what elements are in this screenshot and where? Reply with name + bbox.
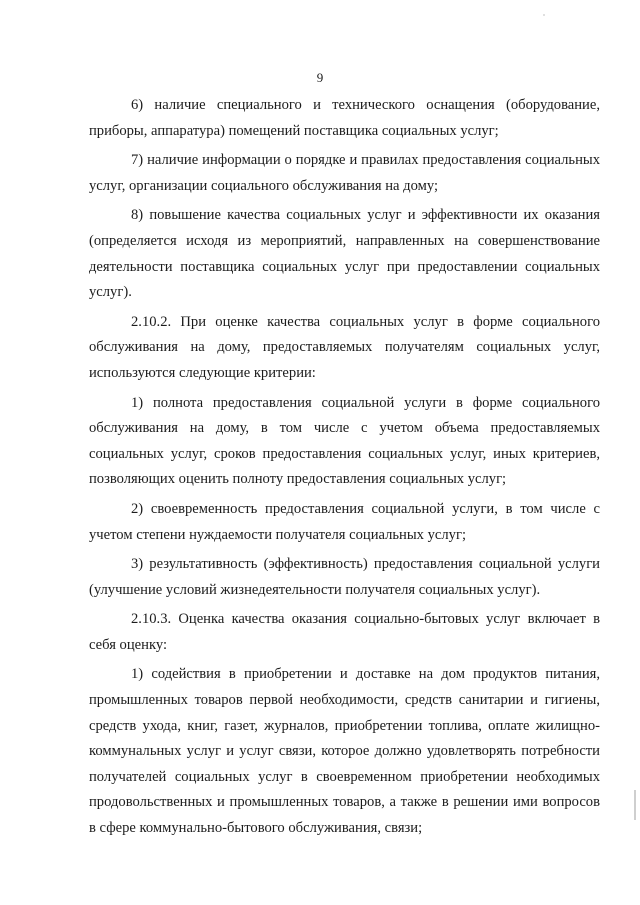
scan-edge-artifact — [634, 790, 636, 820]
page-number: 9 — [316, 70, 324, 85]
paragraph-criterion-2: 2) своевременность предоставления социальной услуги, в том числе с учетом степени нуждаемости получателя социальных услуг; — [89, 500, 600, 543]
paragraph-item-7: 7) наличие информации о порядке и правилах предоставления социальных услуг, организации социального обслуживания на дому; — [89, 152, 600, 194]
paragraph-item-6: 6) наличие специального и технического оснащения (оборудование, приборы, аппаратура) помещений поставщика социальных услуг; — [89, 97, 600, 139]
scan-artifact — [543, 14, 545, 16]
paragraph-2-10-3: 2.10.3. Оценка качества оказания социально-бытовых услуг включает в себя оценку: — [89, 611, 600, 653]
document-body — [89, 93, 600, 842]
paragraph-2-10-2: 2.10.2. При оценке качества социальных услуг в форме социального обслуживания на дому, предоставляемых получателям социальных услуг, используются следующие критерии: — [89, 313, 600, 381]
paragraph-criterion-1: 1) полнота предоставления социальной услуги в форме социального обслуживания на дому, в том числе с учетом объема предоставляемых социальных услуг, сроков предоставления социальных услуг, иных критериев, позволяющих оценить полноту предоставления социальных услуг; — [89, 394, 600, 488]
paragraph-item-8: 8) повышение качества социальных услуг и эффективности их оказания (определяется исходя из мероприятий, направленных на совершенствование деятельности поставщика социальных услуг при предоставлении социальных услуг). — [89, 207, 600, 301]
paragraph-assessment-1: 1) содействия в приобретении и доставке на дом продуктов питания, промышленных товаров первой необходимости, средств санитарии и гигиены, средств ухода, книг, газет, журналов, приобретении топлива, оплате жилищно-коммунальных услуг и услуг связи, которое должно удовлетворять потребности получателей социальных услуг в своевременном приобретении необходимых продовольственных и промышленных товаров, а также в решении ими вопросов в сфере коммунально-бытового обслуживания, связи; — [89, 666, 600, 837]
paragraph-criterion-3: 3) результативность (эффективность) предоставления социальной услуги (улучшение условий жизнедеятельности получателя социальных услуг). — [89, 556, 600, 598]
